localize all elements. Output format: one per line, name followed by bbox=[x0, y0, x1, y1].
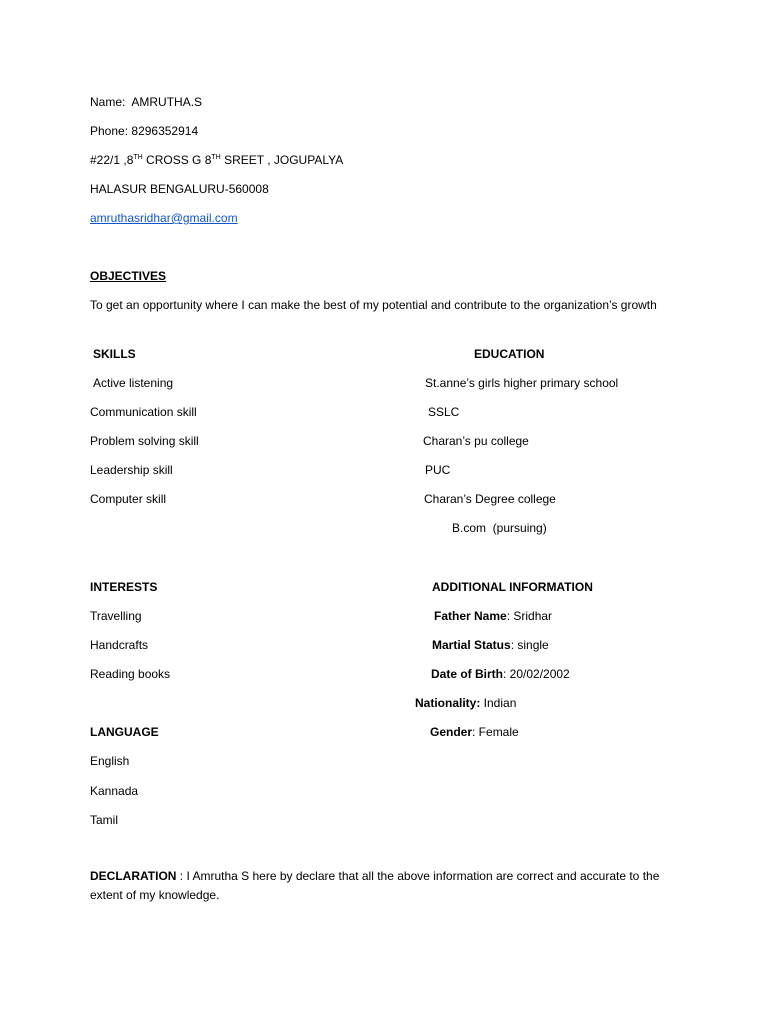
education-item: St.anne’s girls higher primary school bbox=[425, 376, 619, 390]
phone-line bbox=[90, 123, 198, 139]
skill-item: Computer skill bbox=[90, 492, 167, 506]
address-part-1: #22/1 ,8 bbox=[90, 153, 134, 167]
language-item: Tamil bbox=[90, 813, 119, 827]
nationality-line bbox=[415, 695, 516, 711]
additional-info-heading: ADDITIONAL INFORMATION bbox=[432, 580, 593, 594]
gender-line bbox=[430, 724, 519, 740]
interest-item: Travelling bbox=[90, 609, 142, 623]
language-heading: LANGUAGE bbox=[90, 725, 159, 739]
objectives-text: To get an opportunity where I can make the best of my potential and contribute to the organization’s growth bbox=[90, 298, 657, 312]
address-line-1 bbox=[90, 152, 343, 168]
dob-value: : 20/02/2002 bbox=[503, 667, 570, 681]
declaration bbox=[90, 867, 670, 905]
interest-item: Handcrafts bbox=[90, 638, 149, 652]
father-name-label: Father Name bbox=[434, 609, 507, 623]
address-part-2: CROSS G 8 bbox=[142, 153, 212, 167]
marital-status-line bbox=[432, 637, 549, 653]
marital-status-value: : single bbox=[510, 638, 549, 652]
declaration-label: DECLARATION bbox=[90, 869, 177, 883]
dob-line bbox=[431, 666, 570, 682]
language-item: English bbox=[90, 754, 130, 768]
address-line-2: HALASUR BENGALURU-560008 bbox=[90, 182, 269, 196]
father-name-line bbox=[434, 608, 552, 624]
education-item: Charan’s pu college bbox=[423, 434, 529, 448]
objectives-heading: OBJECTIVES bbox=[90, 269, 167, 283]
education-item: Charan’s Degree college bbox=[424, 492, 556, 506]
dob-label: Date of Birth bbox=[431, 667, 503, 681]
nationality-value: Indian bbox=[480, 696, 517, 710]
education-heading: EDUCATION bbox=[474, 347, 545, 361]
skill-item: Leadership skill bbox=[90, 463, 173, 477]
phone-label: Phone: bbox=[90, 124, 129, 138]
address-sup-1: TH bbox=[133, 154, 143, 161]
address-sup-2: TH bbox=[211, 154, 221, 161]
address-part-3: SREET , JOGUPALYA bbox=[220, 153, 344, 167]
interests-heading: INTERESTS bbox=[90, 580, 158, 594]
declaration-text: : I Amrutha S here by declare that all the above information are correct and accurate to the extent of my knowledge. bbox=[90, 869, 660, 902]
nationality-label: Nationality: bbox=[415, 696, 481, 710]
name-label: Name: bbox=[90, 95, 126, 109]
education-item: B.com (pursuing) bbox=[452, 521, 547, 535]
email-link[interactable]: amruthasridhar@gmail.com bbox=[90, 211, 238, 225]
name-line bbox=[90, 94, 202, 110]
marital-status-label: Martial Status bbox=[432, 638, 511, 652]
skill-item: Problem solving skill bbox=[90, 434, 199, 448]
skill-item: Communication skill bbox=[90, 405, 197, 419]
skills-heading: SKILLS bbox=[93, 347, 136, 361]
father-name-value: : Sridhar bbox=[506, 609, 553, 623]
skill-item: Active listening bbox=[93, 376, 174, 390]
gender-value: : Female bbox=[472, 725, 519, 739]
language-item: Kannada bbox=[90, 784, 139, 798]
interest-item: Reading books bbox=[90, 667, 171, 681]
gender-label: Gender bbox=[430, 725, 473, 739]
name-value: AMRUTHA.S bbox=[131, 95, 203, 109]
education-item: PUC bbox=[425, 463, 451, 477]
phone-value: 8296352914 bbox=[131, 124, 199, 138]
education-item: SSLC bbox=[428, 405, 460, 419]
